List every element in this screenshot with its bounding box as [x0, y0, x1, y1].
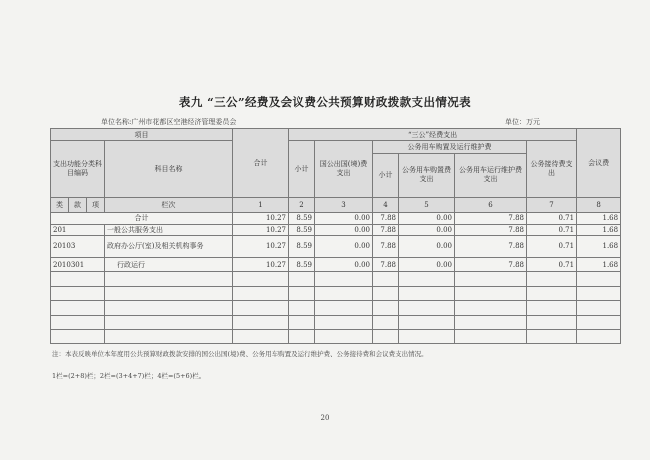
cell-value: 10.27 — [233, 235, 289, 257]
cell-value: 0.00 — [399, 224, 455, 235]
page-number: 20 — [320, 414, 330, 422]
header-car-operate: 公务用车运行维护费支出 — [455, 153, 527, 197]
col-number: 5 — [399, 197, 455, 213]
cell-value: 0.71 — [527, 235, 577, 257]
cell-value: 0.00 — [399, 235, 455, 257]
cell-value: 10.27 — [233, 224, 289, 235]
cell-value: 0.00 — [315, 235, 373, 257]
empty-row — [51, 272, 621, 287]
header-subject-name: 科目名称 — [105, 141, 233, 197]
cell-value: 7.88 — [373, 257, 399, 272]
header-xiang: 项 — [87, 197, 105, 213]
page-title: 表九 “三公”经费及会议费公共预算财政拨款支出情况表 — [178, 95, 472, 109]
cell-value: 7.88 — [373, 235, 399, 257]
table-note: 注：本表反映单位本年度用公共预算财政拨款安排的国公出国(境)费、公务用车购置及运行维护费、公务接待费和会议费支出情况。 — [52, 350, 428, 358]
cell-value: 8.59 — [289, 213, 315, 224]
table-row — [51, 257, 621, 272]
empty-row — [51, 301, 621, 316]
header-reception: 公务接待费支出 — [527, 141, 577, 197]
cell-value: 7.88 — [455, 224, 527, 235]
cell-value: 1.68 — [577, 257, 621, 272]
row-code: 2010301 — [51, 257, 105, 272]
col-number: 4 — [373, 197, 399, 213]
cell-value: 1.68 — [577, 224, 621, 235]
cell-value: 1.68 — [577, 235, 621, 257]
cell-value: 0.71 — [527, 257, 577, 272]
row-name: 政府办公厅(室)及相关机构事务 — [105, 235, 233, 257]
col-number: 2 — [289, 197, 315, 213]
header-project: 项目 — [51, 129, 233, 141]
cell-value: 10.27 — [233, 257, 289, 272]
header-lei: 类 — [51, 197, 69, 213]
empty-row — [51, 315, 621, 330]
header-column-index: 栏次 — [105, 197, 233, 213]
col-number: 6 — [455, 197, 527, 213]
table-row — [51, 213, 621, 224]
cell-value: 0.00 — [315, 213, 373, 224]
header-subtotal: 小计 — [289, 141, 315, 197]
cell-value: 7.88 — [455, 213, 527, 224]
cell-value: 0.71 — [527, 224, 577, 235]
table-row — [51, 235, 621, 257]
cell-value: 8.59 — [289, 235, 315, 257]
cell-value: 7.88 — [455, 235, 527, 257]
header-sangong: “三公”经费支出 — [289, 129, 577, 141]
cell-value: 1.68 — [577, 213, 621, 224]
table-row — [51, 224, 621, 235]
header-func-code: 支出功能分类科目编码 — [51, 141, 105, 197]
header-abroad: 国公出国(境)费支出 — [315, 141, 373, 197]
cell-value: 7.88 — [373, 213, 399, 224]
col-number: 1 — [233, 197, 289, 213]
col-number: 3 — [315, 197, 373, 213]
header-kuan: 款 — [69, 197, 87, 213]
row-name: 行政运行 — [105, 257, 233, 272]
cell-value: 7.88 — [455, 257, 527, 272]
row-name: 一般公共服务支出 — [105, 224, 233, 235]
cell-value: 10.27 — [233, 213, 289, 224]
header-car-purchase: 公务用车购置费支出 — [399, 153, 455, 197]
cell-value: 8.59 — [289, 257, 315, 272]
cell-value: 0.00 — [399, 257, 455, 272]
header-meeting: 会议费 — [577, 129, 621, 198]
col-number: 8 — [577, 197, 621, 213]
row-code: 201 — [51, 224, 105, 235]
cell-value: 0.71 — [527, 213, 577, 224]
header-car-subtotal: 小计 — [373, 153, 399, 197]
unit-measure: 单位：万元 — [505, 118, 540, 126]
header-car-group: 公务用车购置及运行维护费 — [373, 141, 527, 153]
cell-value: 8.59 — [289, 224, 315, 235]
row-code: 20103 — [51, 235, 105, 257]
column-formula: 1栏=(2+8)栏；2栏=(3+4+7)栏；4栏=(5+6)栏。 — [52, 372, 206, 380]
budget-table — [50, 128, 619, 344]
cell-value: 7.88 — [373, 224, 399, 235]
row-name: 合计 — [51, 213, 233, 224]
cell-value: 0.00 — [315, 257, 373, 272]
col-number: 7 — [527, 197, 577, 213]
header-total: 合计 — [233, 129, 289, 198]
empty-row — [51, 330, 621, 344]
cell-value: 0.00 — [399, 213, 455, 224]
cell-value: 0.00 — [315, 224, 373, 235]
empty-row — [51, 286, 621, 301]
unit-name: 单位名称:广州市花都区空港经济管理委员会 — [101, 118, 237, 126]
